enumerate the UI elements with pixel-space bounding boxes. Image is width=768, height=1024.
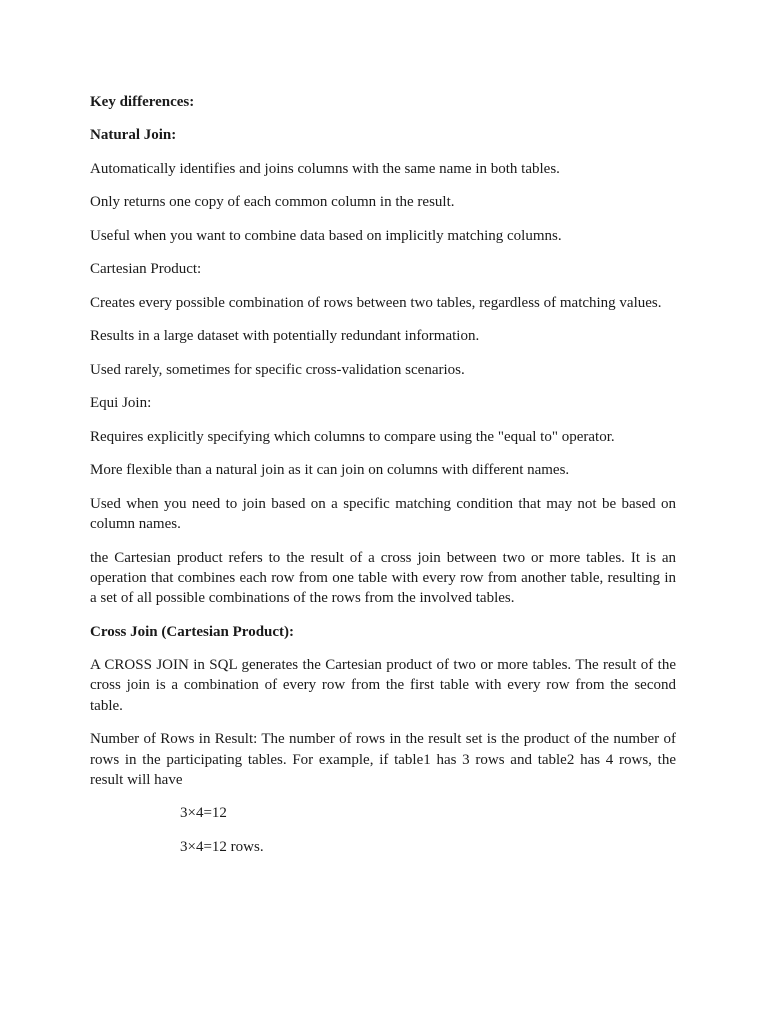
natural-join-point: Only returns one copy of each common column in the result. bbox=[90, 194, 455, 211]
natural-join-point: Useful when you want to combine data based on implicitly matching columns. bbox=[90, 227, 562, 244]
formula-line-rows: 3×4=12 rows. bbox=[180, 838, 264, 855]
equi-join-point: More flexible than a natural join as it can join on columns with different names. bbox=[90, 462, 570, 479]
natural-join-point: Automatically identifies and joins columns with the same name in both tables. bbox=[90, 160, 560, 177]
cross-join-description-paragraph: A CROSS JOIN in SQL generates the Cartesian product of two or more tables. The result of the cross join is a combination of every row from the first table with every row from the second table. bbox=[90, 657, 676, 714]
document-body bbox=[90, 92, 676, 870]
heading-cartesian-product: Cartesian Product: bbox=[90, 261, 202, 278]
rows-in-result-paragraph: Number of Rows in Result: The number of rows in the result set is the product of the number of rows in the participating tables. For example, if table1 has 3 rows and table2 has 4 rows, the result will have bbox=[90, 731, 676, 788]
heading-cross-join: Cross Join (Cartesian Product): bbox=[90, 623, 295, 640]
equi-join-point: Used when you need to join based on a specific matching condition that may not be based on column names. bbox=[90, 495, 676, 533]
equi-join-point: Requires explicitly specifying which columns to compare using the "equal to" operator. bbox=[90, 428, 615, 445]
heading-equi-join: Equi Join: bbox=[90, 395, 152, 412]
heading-key-differences: Key differences: bbox=[90, 94, 195, 110]
formula-line: 3×4=12 bbox=[180, 805, 227, 822]
cartesian-definition-paragraph: the Cartesian product refers to the result of a cross join between two or more tables. It is an operation that combines each row from one table with every row from another table, resulting in a set of all possible combinations of the rows from the involved tables. bbox=[90, 549, 676, 607]
cartesian-point: Creates every possible combination of rows between two tables, regardless of matching values. bbox=[90, 294, 662, 311]
heading-natural-join: Natural Join: bbox=[90, 127, 177, 144]
cartesian-point: Results in a large dataset with potentially redundant information. bbox=[90, 328, 480, 345]
cartesian-point: Used rarely, sometimes for specific cross-validation scenarios. bbox=[90, 361, 465, 378]
